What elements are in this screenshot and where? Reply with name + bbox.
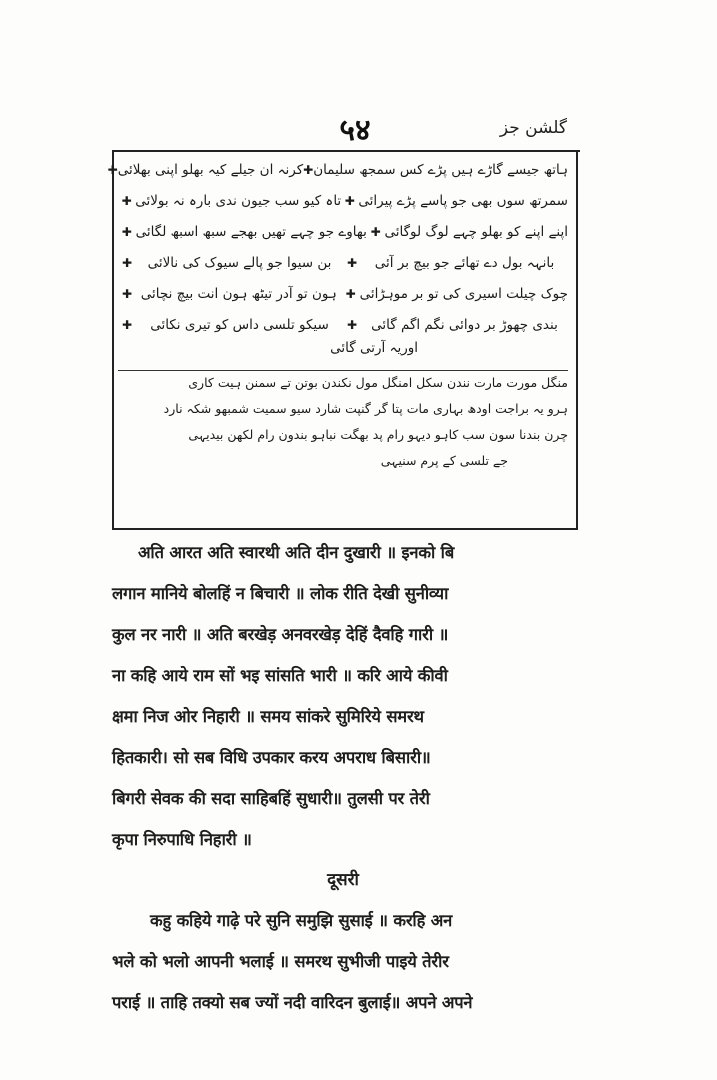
urdu-couplet	[118, 278, 568, 309]
couplet-first-hemistich: سمرتھ سوں بھی جو پاسے پڑے پیرائی	[358, 192, 568, 209]
section-heading: दूसरी	[327, 870, 359, 890]
couplet-first-hemistich: چوک چیلت اسیری کی تو بر موہڑائی	[359, 285, 568, 302]
hindi-line: कृपा निरुपाधि निहारी ॥	[112, 830, 252, 849]
verse-end-icon: ✚	[121, 193, 132, 208]
couplet-second-hemistich: تاہ کیو سب جیون ندی بارہ نہ بولائی	[135, 192, 342, 209]
hindi-line: लगान मानिये बोलहिं न बिचारी ॥ लोक रीति देखी सुनीव्या	[112, 584, 449, 603]
couplet-second-hemistich: بن سیوا جو پالے سیوک کی نالائی	[147, 254, 332, 271]
verse-end-icon: ✚	[121, 286, 133, 301]
verse-separator-icon: ✚	[303, 162, 314, 177]
verse-end-icon: ✚	[121, 224, 132, 239]
hindi-line: भले को भलो आपनी भलाई ॥ समरथ सुभीजी पाइये तेरीर	[112, 952, 449, 971]
urdu-section	[107, 154, 568, 479]
hindi-line: हितकारी। सो सब विधि उपकार करय अपराध बिसारी॥	[112, 748, 431, 767]
hindi-line: अति आरत अति स्वारथी अति दीन दुखारी ॥ इनको बि	[138, 543, 455, 562]
urdu-prose-line: ہرو یہ براجت اودھ بہاری مات پتا گر گنپت شارد سیو سمیت شمبھو شکہ نارد	[163, 401, 568, 416]
urdu-prose-line: منگل مورت مارت نندن سکل امنگل مول نکندن بوتن تے سمنن ہیت کاری	[188, 375, 568, 390]
urdu-verse-tail: اوریہ آرتی گائی	[330, 340, 418, 356]
urdu-couplet	[107, 154, 568, 185]
section-divider	[118, 370, 568, 371]
hindi-section	[112, 532, 574, 1023]
running-head: گلشن جز	[499, 118, 567, 138]
urdu-couplet	[118, 185, 568, 216]
verse-end-icon: ✚	[107, 162, 118, 177]
couplet-first-hemistich: اپنے اپنے کو بھلو چہے لوگ لوگائی	[384, 223, 568, 240]
couplet-second-hemistich: بھاوے جو چہے تھیں بھجے سبھ اسبھ لگائی	[135, 223, 367, 240]
verse-separator-icon: ✚	[370, 224, 381, 239]
hindi-line: कहु कहिये गाढ़े परे सुनि समुझि सुसाई ॥ करहि अन	[150, 911, 453, 930]
urdu-prose-line: جے تلسی کے پرم سنیہی	[380, 453, 508, 468]
couplet-first-hemistich: بانہہ بول دے تھائے جو بیچ بر آئی	[374, 254, 555, 271]
couplet-first-hemistich: ہاتھ جیسے گاڑے ہیں پڑے کس سمجھ سلیمان	[313, 161, 568, 178]
urdu-couplets	[107, 154, 568, 340]
urdu-couplet	[118, 309, 568, 340]
verse-end-icon: ✚	[121, 255, 133, 270]
page-number: ५४	[339, 113, 371, 148]
hindi-line: बिगरी सेवक की सदा साहिबहिं सुधारी॥ तुलसी पर तेरी	[112, 789, 430, 808]
verse-separator-icon: ✚	[345, 286, 356, 301]
couplet-second-hemistich: کرنہ ان جیلے کیہ بھلو اپنی بھلائی	[117, 161, 304, 178]
verse-separator-icon: ✚	[344, 193, 355, 208]
couplet-second-hemistich: ہون تو آدر تیٹھ ہون انت بیچ نچائی	[140, 285, 337, 302]
verse-end-icon: ✚	[121, 317, 133, 332]
urdu-prose-line: چرن بندنا سون سب کاہو دیہو رام پد بھگت نباہو بندون رام لکھن بیدیہی	[188, 427, 568, 442]
verse-separator-icon: ✚	[346, 255, 358, 270]
couplet-second-hemistich: سیکو تلسی داس کو تیری نکائی	[150, 316, 329, 333]
urdu-couplet	[118, 247, 568, 278]
hindi-line: पराई ॥ ताहि तक्यो सब ज्यों नदी वारिदन बुलाई॥ अपने अपने	[112, 993, 473, 1012]
hindi-line: कुल नर नारी ॥ अति बरखेड़ अनवरखेड़ देहिं दैवहि गारी ॥	[112, 625, 449, 644]
couplet-first-hemistich: بندی چھوڑ بر دوائی نگم اگم گائی	[371, 316, 558, 333]
hindi-line: ना कहि आये राम सों भइ सांसति भारी ॥ करि आये कीवी	[112, 666, 448, 685]
hindi-line: क्षमा निज ओर निहारी ॥ समय सांकरे सुमिरिये समरथ	[112, 707, 424, 726]
verse-separator-icon: ✚	[346, 317, 358, 332]
urdu-couplet	[118, 216, 568, 247]
